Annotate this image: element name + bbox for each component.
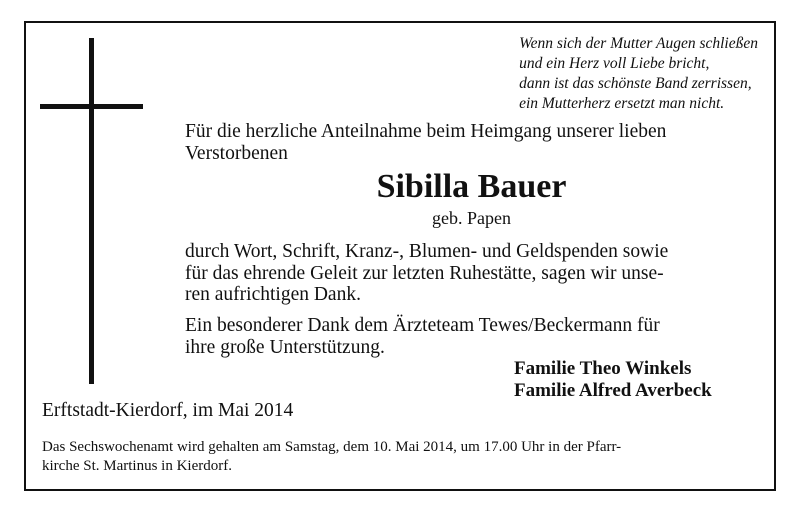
poem-line: ein Mutterherz ersetzt man nicht. (519, 95, 725, 112)
family-name: Familie Theo Winkels (514, 358, 692, 379)
maiden-name: geb. Papen (432, 208, 511, 228)
announcement-line: Das Sechswochenamt wird gehalten am Samstag, dem 10. Mai 2014, um 17.00 Uhr in der Pfarr- (42, 439, 622, 455)
poem-line: Wenn sich der Mutter Augen schließen (519, 35, 758, 52)
family-signatures (514, 358, 712, 402)
announcement-line: kirche St. Martinus in Kierdorf. (42, 458, 232, 474)
thanks-line: durch Wort, Schrift, Kranz-, Blumen- und Geldspenden sowie (185, 241, 669, 262)
special-thanks-text (185, 315, 758, 358)
intro-text (185, 121, 758, 164)
poem (519, 34, 758, 114)
intro-line: Verstorbenen (185, 142, 288, 164)
place-and-date: Erftstadt-Kierdorf, im Mai 2014 (42, 400, 294, 421)
thanks-line: für das ehrende Geleit zur letzten Ruhestätte, sagen wir unse- (185, 262, 664, 284)
thanks-line: ren aufrichtigen Dank. (185, 284, 361, 305)
family-name: Familie Alfred Averbeck (514, 380, 712, 401)
special-thanks-line: ihre große Unterstützung. (185, 336, 385, 358)
intro-line: Für die herzliche Anteilnahme beim Heimgang unserer lieben (185, 121, 667, 142)
special-thanks-line: Ein besonderer Dank dem Ärzteteam Tewes/Beckermann für (185, 315, 660, 336)
cross-horizontal-bar (40, 104, 143, 109)
cross-vertical-bar (89, 38, 94, 384)
poem-line: und ein Herz voll Liebe bricht, (519, 55, 710, 72)
poem-line: dann ist das schönste Band zerrissen, (519, 75, 752, 92)
thanks-text (185, 241, 758, 306)
mass-announcement (42, 438, 760, 476)
deceased-name: Sibilla Bauer (376, 168, 567, 205)
